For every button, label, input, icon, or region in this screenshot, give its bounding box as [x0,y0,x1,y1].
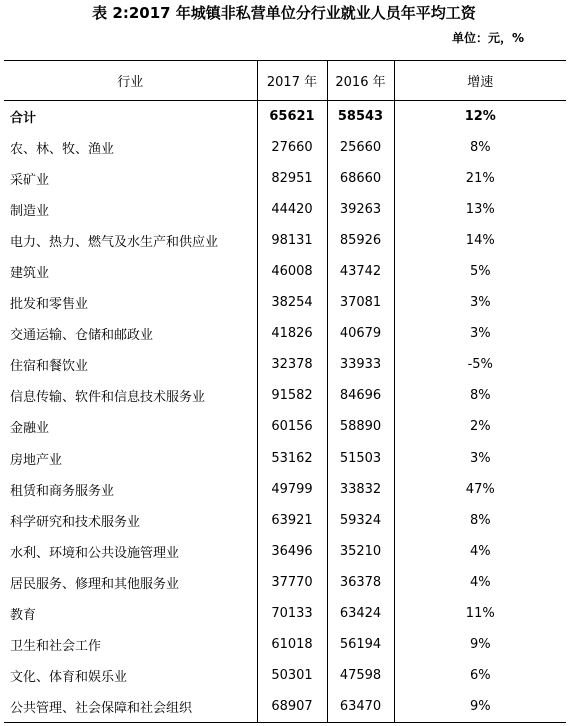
growth-cell: 8% [394,380,566,411]
industry-cell: 交通运输、仓储和邮政业 [10,328,154,344]
industry-cell: 水利、环境和公共设施管理业 [10,545,180,561]
wage-2016-cell: 40679 [327,318,394,349]
table-row [4,318,566,349]
wage-2017-cell: 63921 [257,505,327,536]
table-row [4,225,566,256]
growth-cell: 8% [394,132,566,163]
growth-cell: 12% [394,101,566,132]
wage-2017-cell: 41826 [257,318,327,349]
industry-cell: 文化、体育和娱乐业 [10,670,128,686]
table-body [4,101,566,723]
wage-2016-cell: 58890 [327,411,394,442]
wage-2017-cell: 32378 [257,349,327,380]
wage-2017-cell: 27660 [257,132,327,163]
growth-cell: 9% [394,629,566,660]
table-row [4,567,566,598]
wage-2016-cell: 47598 [327,660,394,691]
industry-cell: 教育 [10,608,37,624]
wage-table-container [4,60,566,723]
wage-2017-cell: 38254 [257,287,327,318]
wage-2016-cell: 43742 [327,256,394,287]
industry-cell: 制造业 [10,203,50,219]
wage-2017-cell: 98131 [257,225,327,256]
growth-cell: 5% [394,256,566,287]
industry-cell: 卫生和社会工作 [10,639,102,655]
industry-cell: 合计 [10,110,37,126]
wage-2016-cell: 58543 [327,101,394,132]
wage-2017-cell: 36496 [257,536,327,567]
wage-2016-cell: 63424 [327,598,394,629]
wage-2016-cell: 36378 [327,567,394,598]
table-title: 表 2:2017 年城镇非私营单位分行业就业人员年平均工资 [92,4,476,22]
wage-2016-cell: 39263 [327,194,394,225]
unit-note: 单位：元，% [451,31,524,45]
growth-cell: 21% [394,163,566,194]
wage-2017-cell: 61018 [257,629,327,660]
table-row [4,691,566,722]
header-2016: 2016 年 [327,61,394,101]
wage-2016-cell: 35210 [327,536,394,567]
header-row [4,61,566,101]
wage-2017-cell: 44420 [257,194,327,225]
wage-2017-cell: 82951 [257,163,327,194]
header-growth: 增速 [394,61,566,101]
growth-cell: 6% [394,660,566,691]
industry-cell: 住宿和餐饮业 [10,359,89,375]
table-row [4,474,566,505]
table-row [4,256,566,287]
header-2017: 2017 年 [257,61,327,101]
wage-2017-cell: 60156 [257,411,327,442]
industry-cell: 房地产业 [10,452,63,468]
growth-cell: 47% [394,474,566,505]
industry-cell: 批发和零售业 [10,297,89,313]
wage-2016-cell: 33933 [327,349,394,380]
industry-cell: 金融业 [10,421,50,437]
table-row [4,194,566,225]
wage-2016-cell: 33832 [327,474,394,505]
growth-cell: -5% [394,349,566,380]
wage-2016-cell: 56194 [327,629,394,660]
table-row [4,132,566,163]
growth-cell: 8% [394,505,566,536]
wage-2017-cell: 49799 [257,474,327,505]
growth-cell: 9% [394,691,566,722]
table-row [4,598,566,629]
industry-cell: 租赁和商务服务业 [10,483,115,499]
table-row [4,629,566,660]
industry-cell: 农、林、牧、渔业 [10,141,115,157]
growth-cell: 4% [394,536,566,567]
table-row [4,505,566,536]
wage-2017-cell: 53162 [257,443,327,474]
growth-cell: 14% [394,225,566,256]
growth-cell: 11% [394,598,566,629]
industry-cell: 科学研究和技术服务业 [10,514,141,530]
wage-2016-cell: 59324 [327,505,394,536]
growth-cell: 3% [394,318,566,349]
growth-cell: 3% [394,443,566,474]
industry-cell: 信息传输、软件和信息技术服务业 [10,390,206,406]
wage-table [4,60,566,723]
table-row [4,349,566,380]
wage-2016-cell: 37081 [327,287,394,318]
table-row [4,287,566,318]
table-row [4,380,566,411]
wage-2017-cell: 70133 [257,598,327,629]
table-row [4,163,566,194]
wage-2017-cell: 50301 [257,660,327,691]
wage-2016-cell: 85926 [327,225,394,256]
table-row [4,411,566,442]
wage-2016-cell: 25660 [327,132,394,163]
industry-cell: 采矿业 [10,172,50,188]
industry-cell: 电力、热力、燃气及水生产和供应业 [10,234,219,250]
growth-cell: 13% [394,194,566,225]
growth-cell: 4% [394,567,566,598]
table-row [4,443,566,474]
industry-cell: 建筑业 [10,266,50,282]
table-row [4,660,566,691]
industry-cell: 居民服务、修理和其他服务业 [10,576,180,592]
wage-2016-cell: 84696 [327,380,394,411]
wage-2017-cell: 46008 [257,256,327,287]
wage-2017-cell: 68907 [257,691,327,722]
header-industry: 行业 [117,75,144,90]
wage-2017-cell: 65621 [257,101,327,132]
growth-cell: 2% [394,411,566,442]
wage-2016-cell: 63470 [327,691,394,722]
total-row [4,101,566,132]
wage-2016-cell: 68660 [327,163,394,194]
table-header [4,61,566,101]
industry-cell: 公共管理、社会保障和社会组织 [10,701,193,717]
wage-2017-cell: 91582 [257,380,327,411]
wage-2017-cell: 37770 [257,567,327,598]
growth-cell: 3% [394,287,566,318]
wage-2016-cell: 51503 [327,443,394,474]
table-row [4,536,566,567]
